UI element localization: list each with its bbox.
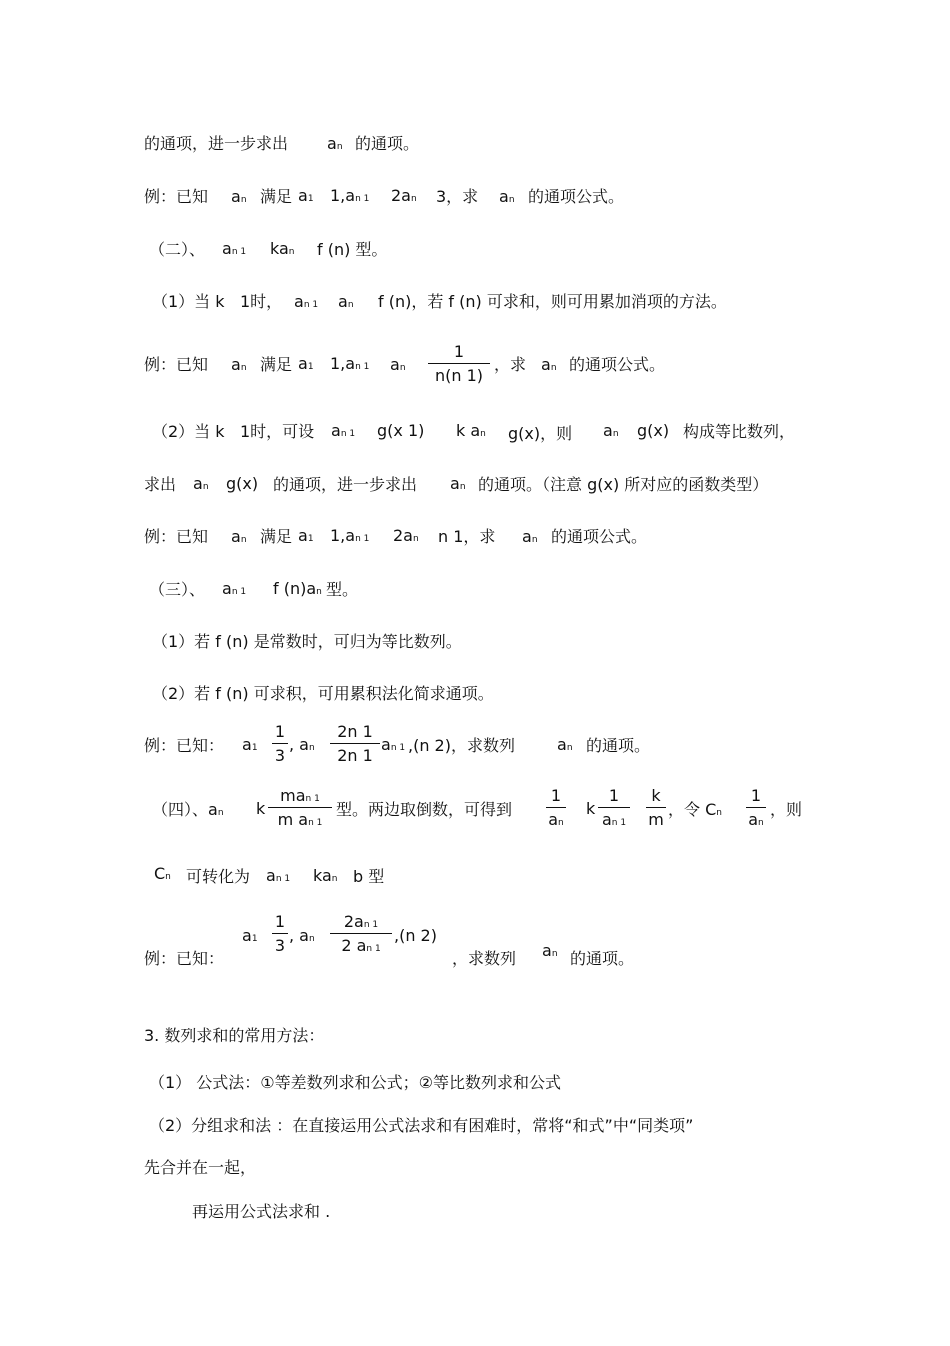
math-symbol: an 1 [331, 421, 356, 440]
text: ，令 Cn [668, 800, 722, 819]
fraction: k m [646, 786, 666, 829]
math-symbol: , an [289, 735, 315, 754]
fraction: 2n 1 2n 1 [330, 722, 380, 765]
text: 的通项。 [355, 134, 420, 153]
text: 的通项，进一步求出 [273, 475, 418, 494]
text: （1）当 k [152, 292, 225, 311]
math-symbol: , an [289, 926, 315, 945]
text: （1）若 f (n) 是常数时，可归为等比数列。 [152, 632, 462, 651]
section-heading: （二）、 [149, 240, 206, 259]
text: （1） 公式法：①等差数列求和公式；②等比数列求和公式 [149, 1073, 561, 1092]
text: ，则 [770, 800, 803, 819]
math-symbol: a1 [298, 526, 314, 545]
math-symbol: an [450, 474, 466, 493]
text: n 1，求 [438, 527, 496, 546]
math-symbol: an [542, 941, 558, 960]
text: 的通项公式。 [569, 355, 666, 374]
text: 构成等比数列， [683, 422, 796, 441]
math-symbol: an [557, 735, 573, 754]
text: ，求数列 [452, 949, 517, 968]
math-symbol: 1,an 1 [330, 354, 370, 373]
fraction: 2an 1 2 an 1 [330, 912, 392, 955]
section-heading: （四）、an [152, 800, 224, 819]
math-expression: g(x) [637, 421, 670, 440]
text: 的通项，进一步求出 [144, 134, 289, 153]
fraction: 1 an [546, 786, 566, 829]
math-expression: ,(n 2) [394, 926, 437, 945]
math-symbol: a1 [298, 186, 314, 205]
text: 例：已知 [144, 187, 209, 206]
math-symbol: an [603, 421, 619, 440]
text: 例：已知： [144, 736, 225, 755]
math-symbol: k [256, 799, 266, 818]
math-symbol: an [499, 187, 515, 206]
math-symbol: an [338, 292, 354, 311]
text: 满足 [260, 527, 293, 546]
text: 例：已知 [144, 527, 209, 546]
math-expression: g(x) [226, 474, 259, 493]
math-symbol: a1 [298, 354, 314, 373]
math-symbol: an [327, 134, 343, 153]
text: 再运用公式法求和 . [192, 1202, 331, 1221]
text: ，求 [494, 355, 527, 374]
text: （2）分组求和法 ：在直接运用公式法求和有困难时，常将“和式”中“同类项” [149, 1116, 694, 1135]
math-symbol: 2an [391, 186, 417, 205]
math-symbol: 1,an 1 [330, 186, 370, 205]
math-symbol: an [390, 355, 406, 374]
text: f (n) 型。 [317, 240, 388, 259]
text: 的通项公式。 [528, 187, 625, 206]
text: 的通项。 [570, 949, 635, 968]
math-symbol: an 1 [266, 866, 291, 885]
math-symbol: kan [313, 866, 338, 885]
fraction: 1 an [746, 786, 766, 829]
fraction: man 1 m an 1 [268, 786, 332, 829]
text: f (n)，若 f (n) 可求和，则可用累加消项的方法。 [378, 292, 727, 311]
text: 满足 [260, 355, 293, 374]
text: g(x)，则 [508, 424, 573, 443]
math-symbol: 1,an 1 [330, 526, 370, 545]
text: b 型 [353, 867, 385, 886]
math-symbol: f (n)an [273, 579, 322, 598]
text: （2）若 f (n) 可求积，可用累积法化简求通项。 [152, 684, 494, 703]
math-symbol: kan [270, 239, 295, 258]
math-symbol: 2an [393, 526, 419, 545]
math-symbol: an [193, 474, 209, 493]
section-heading: 3. 数列求和的常用方法： [144, 1026, 325, 1045]
math-symbol: a1 [242, 735, 258, 754]
text: 例：已知： [144, 949, 225, 968]
text: 1时， [240, 292, 283, 311]
section-heading: （三）、 [149, 580, 206, 599]
text: 型。两边取倒数，可得到 [336, 800, 513, 819]
text: （2）当 k [152, 422, 225, 441]
fraction: 1 3 [272, 722, 288, 765]
math-symbol: an 1 [222, 579, 247, 598]
math-symbol: an 1 [222, 239, 247, 258]
math-symbol: a1 [242, 926, 258, 945]
math-expression: g(x 1) [377, 421, 425, 440]
math-symbol: an [541, 355, 557, 374]
math-symbol: an [231, 355, 247, 374]
fraction: 1 n(n 1) [428, 342, 490, 385]
text: 型。 [326, 580, 359, 599]
text: 的通项。（注意 g(x) 所对应的函数类型） [478, 475, 769, 494]
fraction: 1 an 1 [598, 786, 630, 829]
math-symbol: an [522, 527, 538, 546]
math-symbol: an 1 [294, 292, 319, 311]
text: 先合并在一起， [144, 1158, 257, 1177]
math-symbol: k [586, 799, 596, 818]
math-symbol: an 1 [381, 735, 406, 754]
text: 满足 [260, 187, 293, 206]
text: ,(n 2)，求数列 [408, 736, 515, 755]
math-symbol: an [231, 187, 247, 206]
math-symbol: an [231, 527, 247, 546]
text: 1时，可设 [240, 422, 315, 441]
text: 的通项。 [586, 736, 651, 755]
math-symbol: Cn [154, 864, 171, 883]
text: 例：已知 [144, 355, 209, 374]
fraction: 1 3 [272, 912, 288, 955]
text: 的通项公式。 [551, 527, 648, 546]
text: 3，求 [436, 187, 479, 206]
text: 求出 [144, 475, 177, 494]
text: 可转化为 [186, 867, 251, 886]
math-symbol: k an [456, 421, 486, 440]
